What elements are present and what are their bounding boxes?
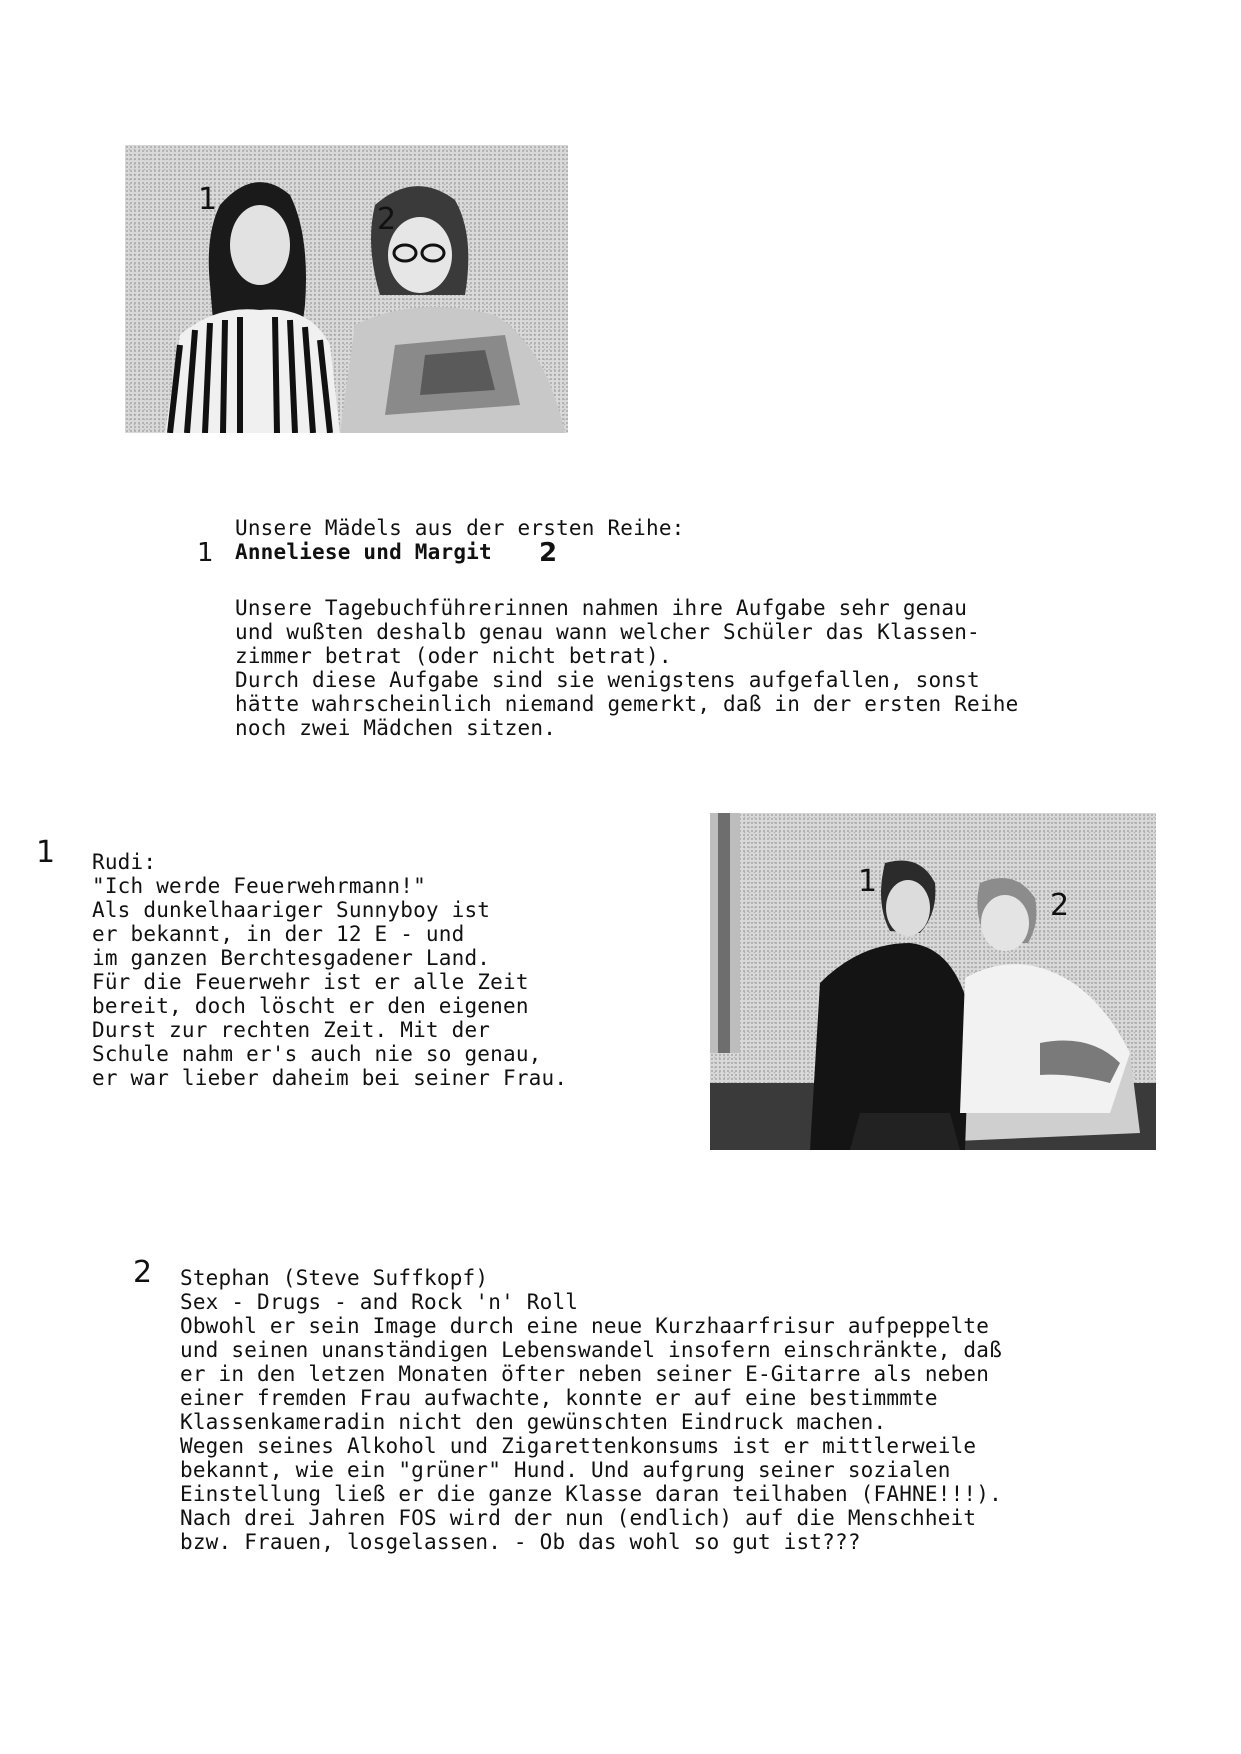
stephan-line: Obwohl er sein Image durch eine neue Kurzhaarfrisur aufpeppelte	[180, 1314, 990, 1338]
stephan-line: bzw. Frauen, losgelassen. - Ob das wohl so gut ist???	[180, 1530, 861, 1554]
rudi-line: "Ich werde Feuerwehrmann!"	[92, 874, 426, 898]
photo-rudi-stephan	[710, 813, 1156, 1150]
stephan-line: einer fremden Frau aufwachte, konnte er auf eine bestimmmte	[180, 1386, 938, 1410]
stephan-line: und seinen unanständigen Lebenswandel insofern einschränkte, daß	[180, 1338, 1002, 1362]
rudi-line: er bekannt, in der 12 E - und	[92, 922, 465, 946]
stephan-line: Stephan (Steve Suffkopf)	[180, 1266, 489, 1290]
stephan-line: Klassenkameradin nicht den gewünschten Eindruck machen.	[180, 1410, 887, 1434]
stephan-line: Wegen seines Alkohol und Zigarettenkonsums ist er mittlerweile	[180, 1434, 977, 1458]
rudi-line: Als dunkelhaariger Sunnyboy ist	[92, 898, 491, 922]
stephan-line: er in den letzen Monaten öfter neben seiner E-Gitarre als neben	[180, 1362, 990, 1386]
stephan-line: Nach drei Jahren FOS wird der nun (endlich) auf die Menschheit	[180, 1506, 977, 1530]
marker-stephan: 2	[133, 1255, 153, 1290]
photo-marker-2: 2	[1050, 888, 1070, 923]
photo-figures	[710, 813, 1156, 1150]
rudi-line: er war lieber daheim bei seiner Frau.	[92, 1066, 568, 1090]
marker-margit: 2	[539, 538, 558, 568]
paragraph-line: hätte wahrscheinlich niemand gemerkt, daß in der ersten Reihe	[235, 692, 1019, 716]
rudi-line: im ganzen Berchtesgadener Land.	[92, 946, 491, 970]
photo-marker-1: 1	[858, 864, 878, 899]
rudi-line: Durst zur rechten Zeit. Mit der	[92, 1018, 491, 1042]
rudi-line: Schule nahm er's auch nie so genau,	[92, 1042, 542, 1066]
stephan-line: bekannt, wie ein "grüner" Hund. Und aufgrung seiner sozialen	[180, 1458, 951, 1482]
photo-anneliese-margit	[125, 145, 568, 433]
marker-rudi: 1	[36, 835, 56, 870]
paragraph-line: zimmer betrat (oder nicht betrat).	[235, 644, 672, 668]
paragraph-line: Unsere Tagebuchführerinnen nahmen ihre Aufgabe sehr genau	[235, 596, 968, 620]
names-anneliese-margit: Anneliese und Margit	[235, 540, 492, 564]
rudi-line: Für die Feuerwehr ist er alle Zeit	[92, 970, 529, 994]
stephan-line: Einstellung ließ er die ganze Klasse daran teilhaben (FAHNE!!!).	[180, 1482, 1002, 1506]
paragraph-line: noch zwei Mädchen sitzen.	[235, 716, 557, 740]
photo-marker-1: 1	[198, 182, 218, 217]
photo-figures	[125, 145, 568, 433]
rudi-line: bereit, doch löscht er den eigenen	[92, 994, 529, 1018]
heading-maedels: Unsere Mädels aus der ersten Reihe:	[235, 516, 685, 540]
marker-anneliese: 1	[197, 538, 214, 568]
paragraph-line: und wußten deshalb genau wann welcher Schüler das Klassen-	[235, 620, 980, 644]
rudi-line: Rudi:	[92, 850, 157, 874]
paragraph-line: Durch diese Aufgabe sind sie wenigstens aufgefallen, sonst	[235, 668, 980, 692]
stephan-line: Sex - Drugs - and Rock 'n' Roll	[180, 1290, 579, 1314]
photo-marker-2: 2	[377, 202, 397, 237]
